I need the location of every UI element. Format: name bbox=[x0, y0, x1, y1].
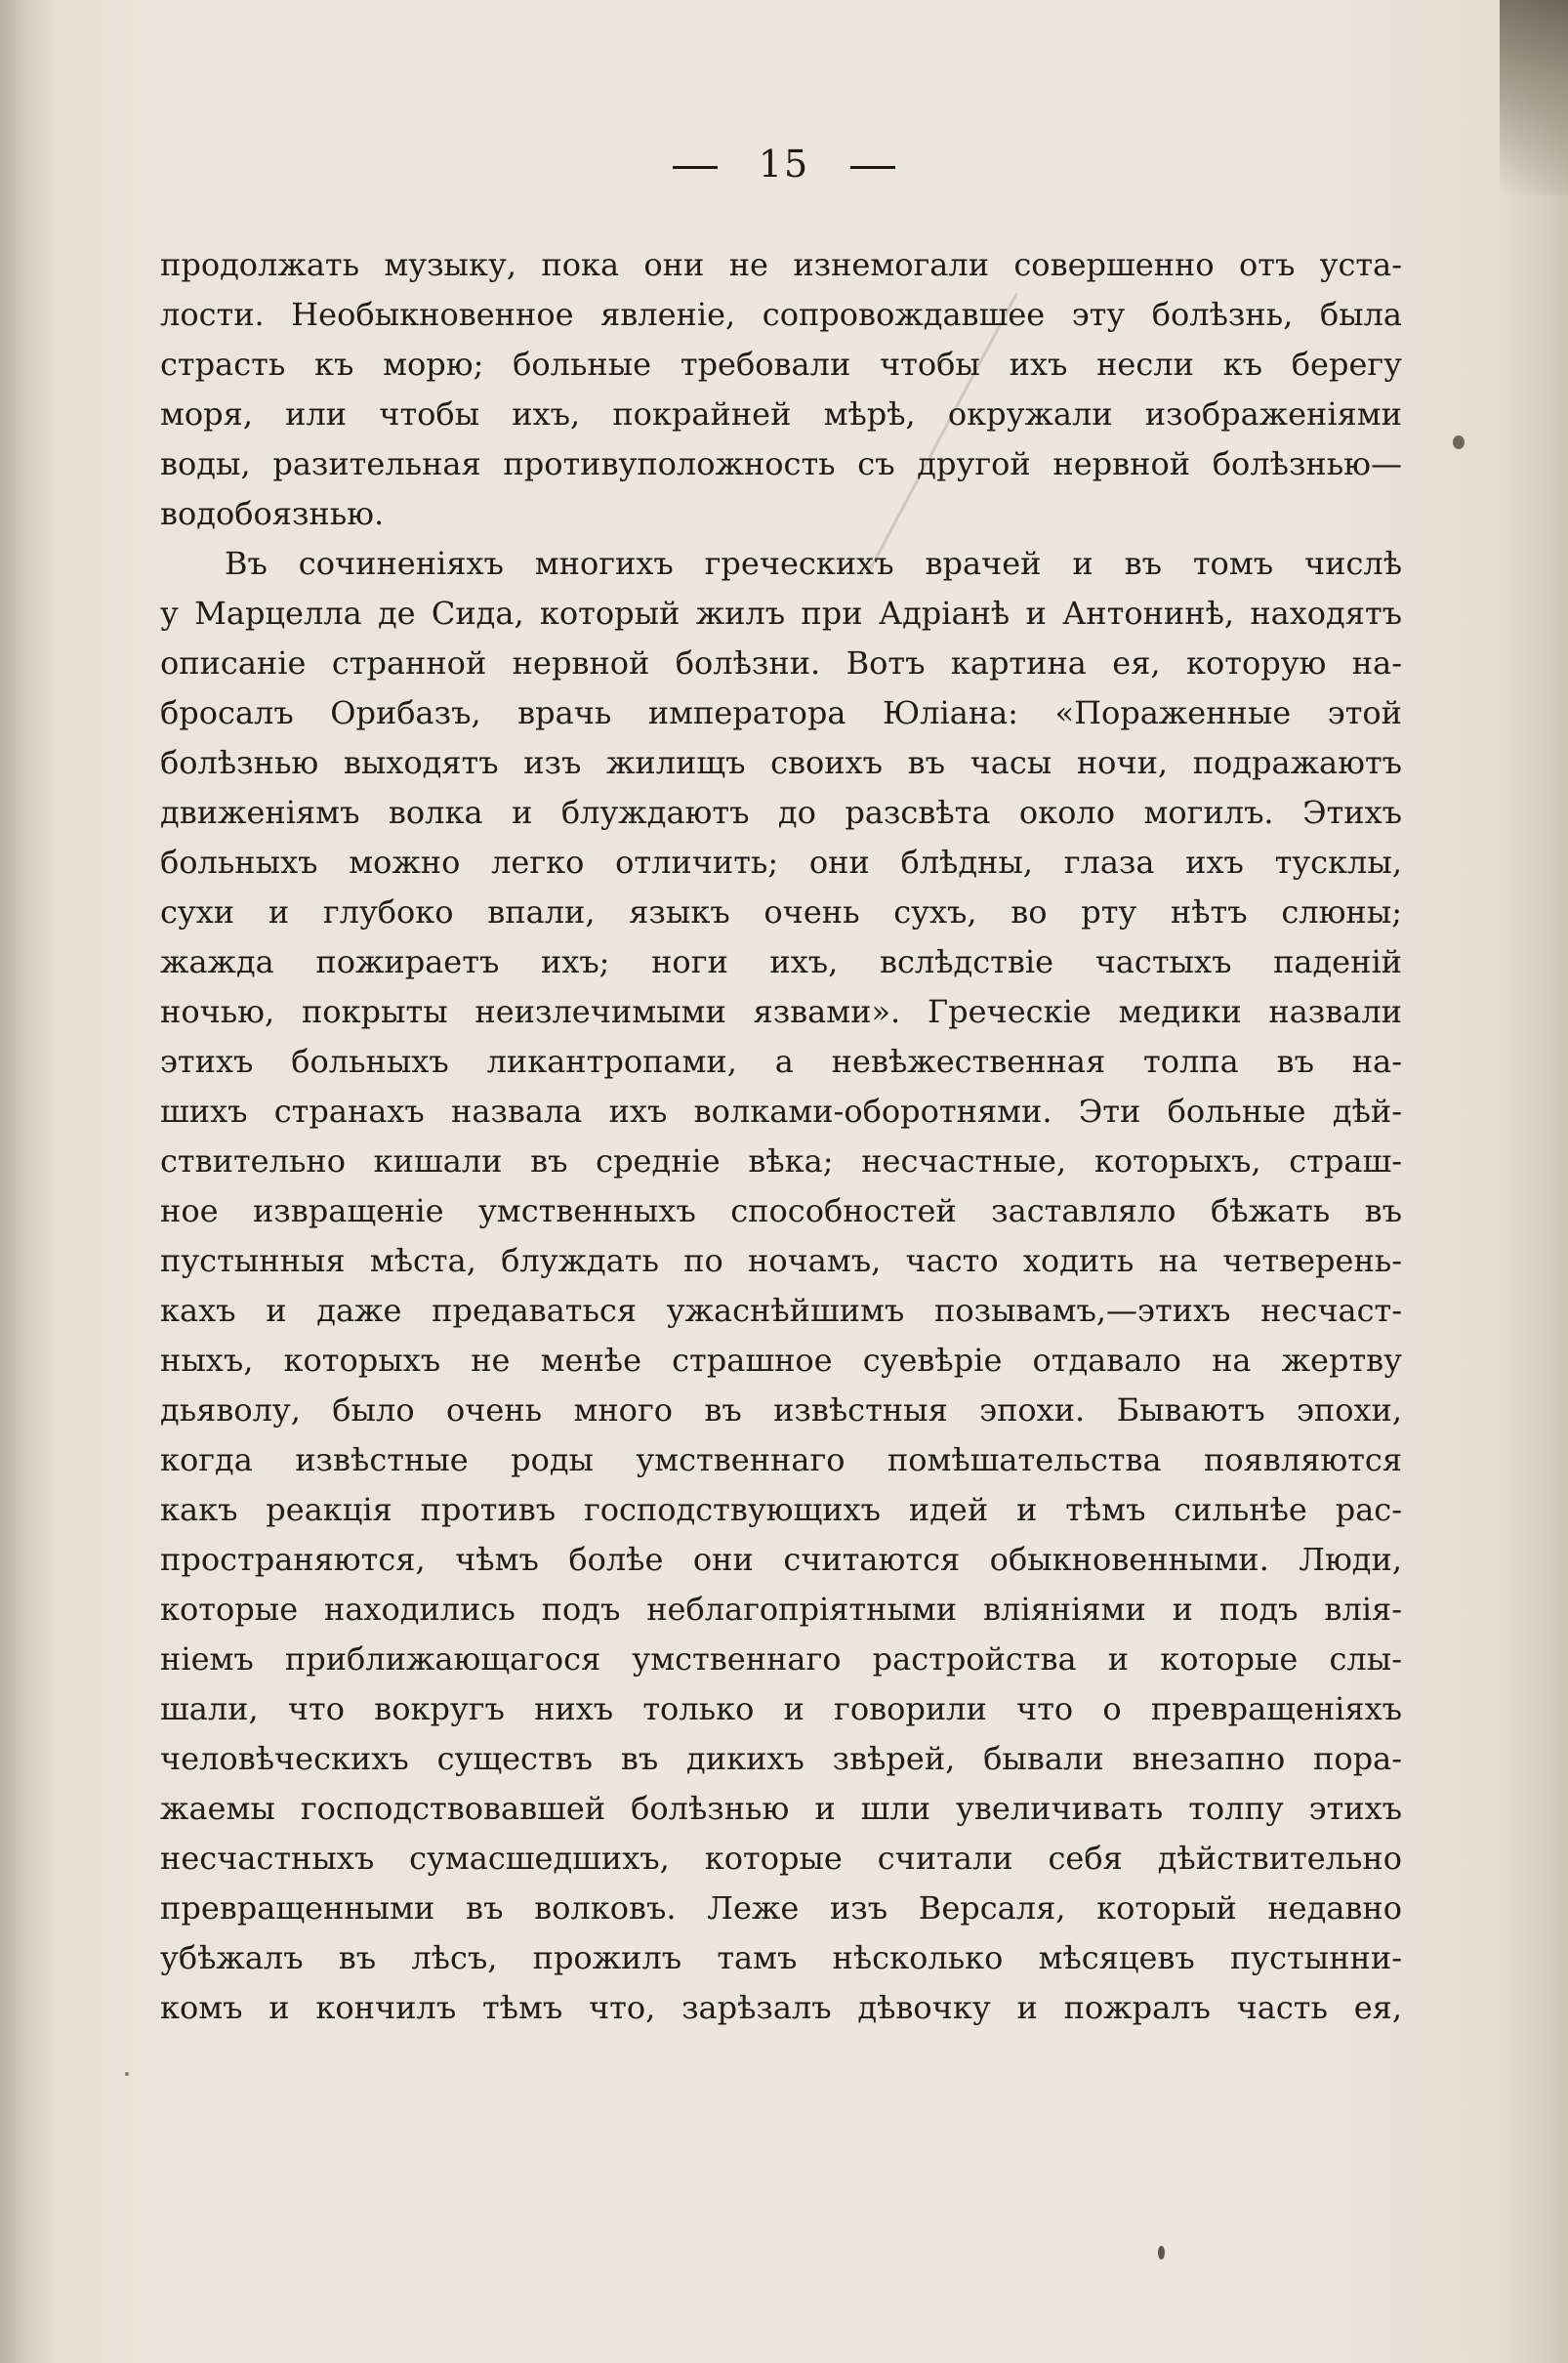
text-line: превращенными въ волковъ. Леже изъ Версаля, который недавно bbox=[160, 1889, 1402, 1927]
text-line: движеніямъ волка и блуждаютъ до разсвѣта около могилъ. Этихъ bbox=[160, 794, 1402, 831]
right-dash bbox=[850, 166, 895, 169]
text-line: убѣжалъ въ лѣсъ, прожилъ тамъ нѣсколько мѣсяцевъ пустынни- bbox=[160, 1939, 1402, 1976]
left-dash bbox=[673, 166, 718, 169]
text-line: когда извѣстные роды умственнаго помѣшательства появляются bbox=[160, 1441, 1402, 1478]
text-line: шали, что вокругъ нихъ только и говорили что о превращеніяхъ bbox=[160, 1690, 1402, 1727]
text-line: сухи и глубоко впали, языкъ очень сухъ, во рту нѣтъ слюны; bbox=[160, 893, 1402, 931]
text-line: водобоязнью. bbox=[160, 495, 385, 532]
text-line: какъ реакція противъ господствующихъ идей и тѣмъ сильнѣе рас- bbox=[160, 1491, 1402, 1528]
page-number: 15 bbox=[758, 143, 810, 186]
ink-speck bbox=[1158, 2246, 1165, 2259]
text-line: дьяволу, было очень много въ извѣстныя эпохи. Бываютъ эпохи, bbox=[160, 1391, 1402, 1429]
text-line: жаемы господствовавшей болѣзнью и шли увеличивать толпу этихъ bbox=[160, 1790, 1402, 1827]
page-binding-shadow bbox=[0, 0, 45, 2363]
ink-speck bbox=[1453, 435, 1465, 449]
text-line: ствительно кишали въ средніе вѣка; несчастные, которыхъ, страш- bbox=[160, 1142, 1402, 1180]
text-line: продолжать музыку, пока они не изнемогали совершенно отъ уста- bbox=[160, 246, 1402, 283]
text-line: этихъ больныхъ ликантропами, а невѣжественная толпа въ на- bbox=[160, 1043, 1402, 1080]
text-line: комъ и кончилъ тѣмъ что, зарѣзалъ дѣвочку и пожралъ часть ея, bbox=[160, 1989, 1402, 2026]
text-line: бросалъ Орибазъ, врачь императора Юліана: «Пораженные этой bbox=[160, 694, 1402, 731]
text-line: которые находились подъ неблагопріятными вліяніями и подъ влія- bbox=[160, 1591, 1402, 1628]
text-line: воды, разительная противуположность съ другой нервной болѣзнью— bbox=[160, 445, 1402, 482]
text-line: ныхъ, которыхъ не менѣе страшное суевѣріе отдавало на жертву bbox=[160, 1342, 1402, 1379]
ink-speck bbox=[125, 2072, 129, 2076]
text-line: у Марцелла де Сида, который жилъ при Адріанѣ и Антонинѣ, находятъ bbox=[160, 595, 1402, 632]
text-line: Въ сочиненіяхъ многихъ греческихъ врачей и въ томъ числѣ bbox=[225, 545, 1402, 582]
page-number-header bbox=[0, 143, 1568, 186]
text-line: лости. Необыкновенное явленіе, сопровождавшее эту болѣзнь, была bbox=[160, 296, 1402, 333]
text-line: моря, или чтобы ихъ, покрайней мѣрѣ, окружали изображеніями bbox=[160, 395, 1402, 433]
text-line: болѣзнью выходятъ изъ жилищъ своихъ въ часы ночи, подражаютъ bbox=[160, 744, 1402, 781]
text-line: кахъ и даже предаваться ужаснѣйшимъ позывамъ,—этихъ несчаст- bbox=[160, 1292, 1402, 1329]
text-line: жажда пожираетъ ихъ; ноги ихъ, вслѣдствіе частыхъ паденій bbox=[160, 943, 1402, 980]
text-line: страсть къ морю; больные требовали чтобы ихъ несли къ берегу bbox=[160, 346, 1402, 383]
text-line: человѣческихъ существъ въ дикихъ звѣрей, бывали внезапно пора- bbox=[160, 1740, 1402, 1777]
text-line: ніемъ приближающагося умственнаго растройства и которые слы- bbox=[160, 1640, 1402, 1678]
text-line: ное извращеніе умственныхъ способностей заставляло бѣжать въ bbox=[160, 1192, 1402, 1229]
text-line: несчастныхъ сумасшедшихъ, которые считали себя дѣйствительно bbox=[160, 1840, 1402, 1877]
text-line: пространяются, чѣмъ болѣе они считаются обыкновенными. Люди, bbox=[160, 1541, 1402, 1578]
text-line: пустынныя мѣста, блуждать по ночамъ, часто ходить на четверень- bbox=[160, 1242, 1402, 1279]
text-line: описаніе странной нервной болѣзни. Вотъ картина ея, которую на- bbox=[160, 644, 1402, 682]
text-line: больныхъ можно легко отличить; они блѣдны, глаза ихъ тусклы, bbox=[160, 844, 1402, 881]
text-line: шихъ странахъ назвала ихъ волками-оборотнями. Эти больные дѣй- bbox=[160, 1093, 1402, 1130]
text-line: ночью, покрыты неизлечимыми язвами». Греческіе медики назвали bbox=[160, 993, 1402, 1030]
body-text bbox=[160, 240, 1402, 2033]
